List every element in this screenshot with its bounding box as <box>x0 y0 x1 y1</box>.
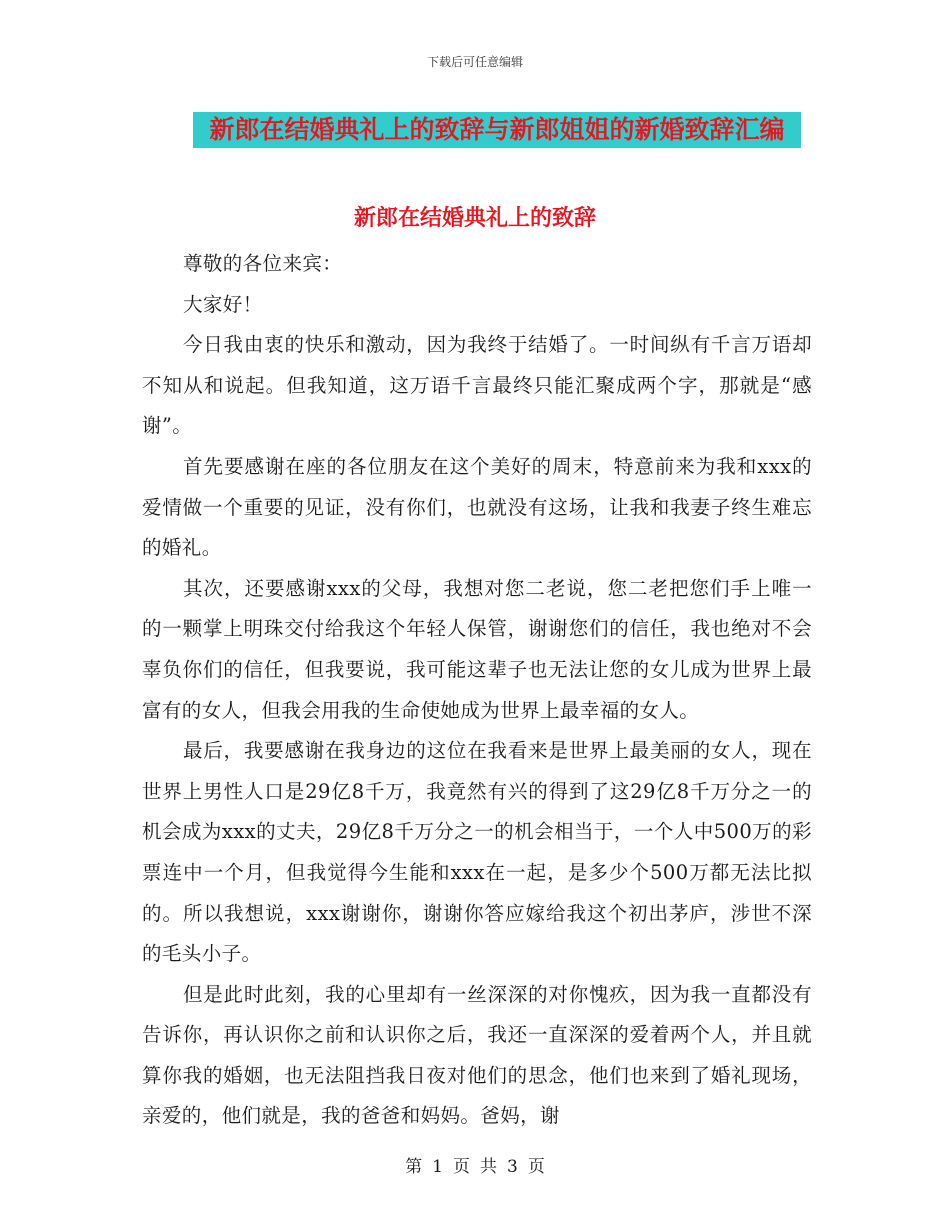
paragraph-greeting: 大家好！ <box>182 292 263 316</box>
section-title: 新郎在结婚典礼上的致辞 <box>353 205 596 231</box>
paragraph: 其次，还要感谢xxx的父母，我想对您二老说，您二老把您们手上唯一的一颗掌上明珠交付给我这个年轻人保管，谢谢您们的信任，我也绝对不会辜负你们的信任，但我要说，我可能这辈子也无法让您的女儿成为世界上最富有的女人，但我会用我的生命使她成为世界上最幸福的女人。 <box>142 576 812 722</box>
header-note: 下载后可任意编辑 <box>426 55 523 69</box>
paragraph: 最后，我要感谢在我身边的这位在我看来是世界上最美丽的女人，现在世界上男性人口是29亿8千万，我竟然有兴的得到了这29亿8千万分之一的机会成为xxx的丈夫，29亿8千万分之一的机会相当于，一个人中500万的彩票连中一个月，但我觉得今生能和xxx在一起，是多少个500万都无法比拟的。所以我想说，xxx谢谢你，谢谢你答应嫁给我这个初出茅庐，涉世不深的毛头小子。 <box>142 739 812 966</box>
footer-page-number: 1 <box>432 1157 443 1177</box>
paragraph: 但是此时此刻，我的心里却有一丝深深的对你愧疚，因为我一直都没有告诉你，再认识你之前和认识你之后，我还一直深深的爱着两个人，并且就算你我的婚姻，也无法阻挡我日夜对他们的思念，他们也来到了婚礼现场，亲爱的，他们就是，我的爸爸和妈妈。爸妈，谢 <box>142 982 812 1128</box>
paragraph: 首先要感谢在座的各位朋友在这个美好的周末，特意前来为我和xxx的爱情做一个重要的见证，没有你们，也就没有这场，让我和我妻子终生难忘的婚礼。 <box>142 454 812 560</box>
footer-page-mid: 页 <box>453 1157 470 1177</box>
footer-total-prefix: 共 <box>480 1157 497 1177</box>
paragraph-salutation: 尊敬的各位来宾： <box>182 252 343 275</box>
document-title: 新郎在结婚典礼上的致辞与新郎姐姐的新婚致辞汇编 <box>209 115 785 144</box>
footer-total-pages: 3 <box>507 1157 518 1177</box>
document-body <box>142 244 812 1137</box>
page-footer <box>0 1152 950 1177</box>
paragraph: 今日我由衷的快乐和激动，因为我终于结婚了。一时间纵有千言万语却不知从和说起。但我知道，这万语千言最终只能汇聚成两个字，那就是“感谢”。 <box>142 333 812 438</box>
footer-page-prefix: 第 <box>405 1157 423 1177</box>
footer-total-suffix: 页 <box>527 1157 545 1177</box>
